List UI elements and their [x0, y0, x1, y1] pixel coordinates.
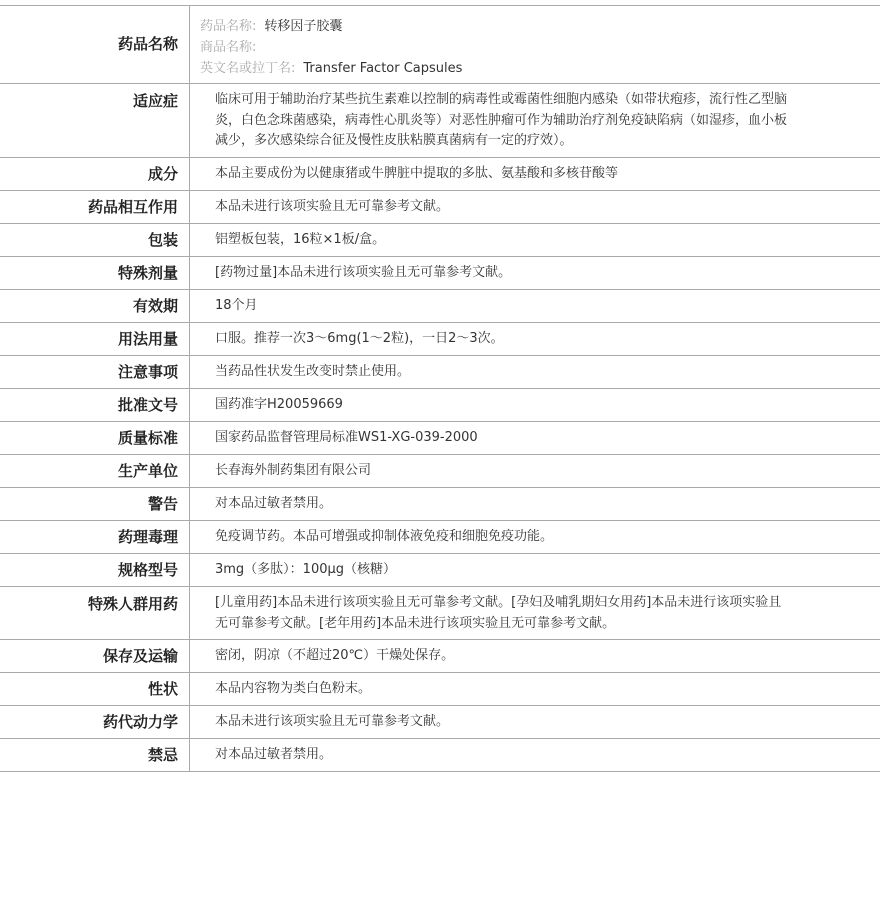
row-value: 本品主要成份为以健康猪或牛脾脏中提取的多肽、氨基酸和多核苷酸等: [215, 166, 619, 181]
row-label: 警告: [0, 488, 190, 520]
row-label: 药品名称: [0, 6, 190, 83]
row-value: 长春海外制药集团有限公司: [215, 463, 372, 478]
generic-name-key: 药品名称:: [200, 19, 257, 34]
row-appearance: [0, 673, 880, 706]
row-value: 18个月: [215, 298, 258, 313]
row-label: 药代动力学: [0, 706, 190, 738]
row-precautions: [0, 356, 880, 389]
row-label: 保存及运输: [0, 640, 190, 672]
row-quality-standard: [0, 422, 880, 455]
row-label: 用法用量: [0, 323, 190, 355]
row-label: 注意事项: [0, 356, 190, 388]
row-ingredients: [0, 158, 880, 191]
row-label: 性状: [0, 673, 190, 705]
row-value: 国家药品监督管理局标准WS1-XG-039-2000: [215, 430, 478, 445]
row-value: 对本品过敏者禁用。: [215, 496, 333, 511]
row-dosage: [0, 323, 880, 356]
row-value: 本品未进行该项实验且无可靠参考文献。: [215, 199, 450, 214]
row-manufacturer: [0, 455, 880, 488]
drug-names: [190, 6, 880, 83]
row-label: 成分: [0, 158, 190, 190]
row-approval-number: [0, 389, 880, 422]
row-pharmacokinetics: [0, 706, 880, 739]
row-label: 药理毒理: [0, 521, 190, 553]
trade-name-line: [200, 37, 790, 58]
row-storage: [0, 640, 880, 673]
drug-info-table: [0, 5, 880, 772]
generic-name-value: 转移因子胶囊: [264, 19, 343, 34]
generic-name-line: [200, 16, 790, 37]
row-value: 本品内容物为类白色粉末。: [215, 681, 372, 696]
english-name-key: 英文名或拉丁名:: [200, 61, 296, 76]
row-value: 3mg（多肽）：100μg（核糖）: [215, 562, 397, 577]
row-label: 特殊人群用药: [0, 587, 190, 639]
row-drug-interactions: [0, 191, 880, 224]
row-shelf-life: [0, 290, 880, 323]
row-indications: [0, 84, 880, 158]
row-label: 有效期: [0, 290, 190, 322]
row-value: 国药准字H20059669: [215, 397, 343, 412]
row-label: 适应症: [0, 84, 190, 157]
row-label: 批准文号: [0, 389, 190, 421]
row-value: 铝塑板包装，16粒×1板/盒。: [215, 232, 386, 247]
row-label: 禁忌: [0, 739, 190, 771]
row-value: [儿童用药]本品未进行该项实验且无可靠参考文献。[孕妇及哺乳期妇女用药]本品未进行该项实验且无可靠参考文献。[老年用药]本品未进行该项实验且无可靠参考文献。: [215, 595, 782, 631]
row-value: 临床可用于辅助治疗某些抗生素难以控制的病毒性或霉菌性细胞内感染（如带状疱疹，流行性乙型脑炎，白色念珠菌感染，病毒性心肌炎等）对恶性肿瘤可作为辅助治疗剂免疫缺陷病（如湿疹，血小板减少，多次感染综合征及慢性皮肤粘膜真菌病有一定的疗效）。: [215, 92, 788, 148]
trade-name-key: 商品名称:: [200, 40, 257, 55]
row-label: 生产单位: [0, 455, 190, 487]
row-special-populations: [0, 587, 880, 640]
row-value: 密闭，阴凉（不超过20℃）干燥处保存。: [215, 648, 455, 663]
row-value: 当药品性状发生改变时禁止使用。: [215, 364, 411, 379]
row-value: 免疫调节药。本品可增强或抑制体液免疫和细胞免疫功能。: [215, 529, 554, 544]
row-value: [药物过量]本品未进行该项实验且无可靠参考文献。: [215, 265, 512, 280]
row-drug-name: [0, 6, 880, 84]
row-label: 药品相互作用: [0, 191, 190, 223]
row-special-dosage: [0, 257, 880, 290]
row-specification: [0, 554, 880, 587]
row-packaging: [0, 224, 880, 257]
row-value: 对本品过敏者禁用。: [215, 747, 333, 762]
row-label: 质量标准: [0, 422, 190, 454]
row-label: 包装: [0, 224, 190, 256]
english-name-value: Transfer Factor Capsules: [303, 61, 463, 76]
row-label: 规格型号: [0, 554, 190, 586]
row-value: 本品未进行该项实验且无可靠参考文献。: [215, 714, 450, 729]
row-label: 特殊剂量: [0, 257, 190, 289]
row-value: 口服。推荐一次3～6mg(1～2粒)，一日2～3次。: [215, 331, 504, 346]
row-contraindications: [0, 739, 880, 772]
row-warning: [0, 488, 880, 521]
row-pharmacology: [0, 521, 880, 554]
english-name-line: [200, 58, 790, 79]
